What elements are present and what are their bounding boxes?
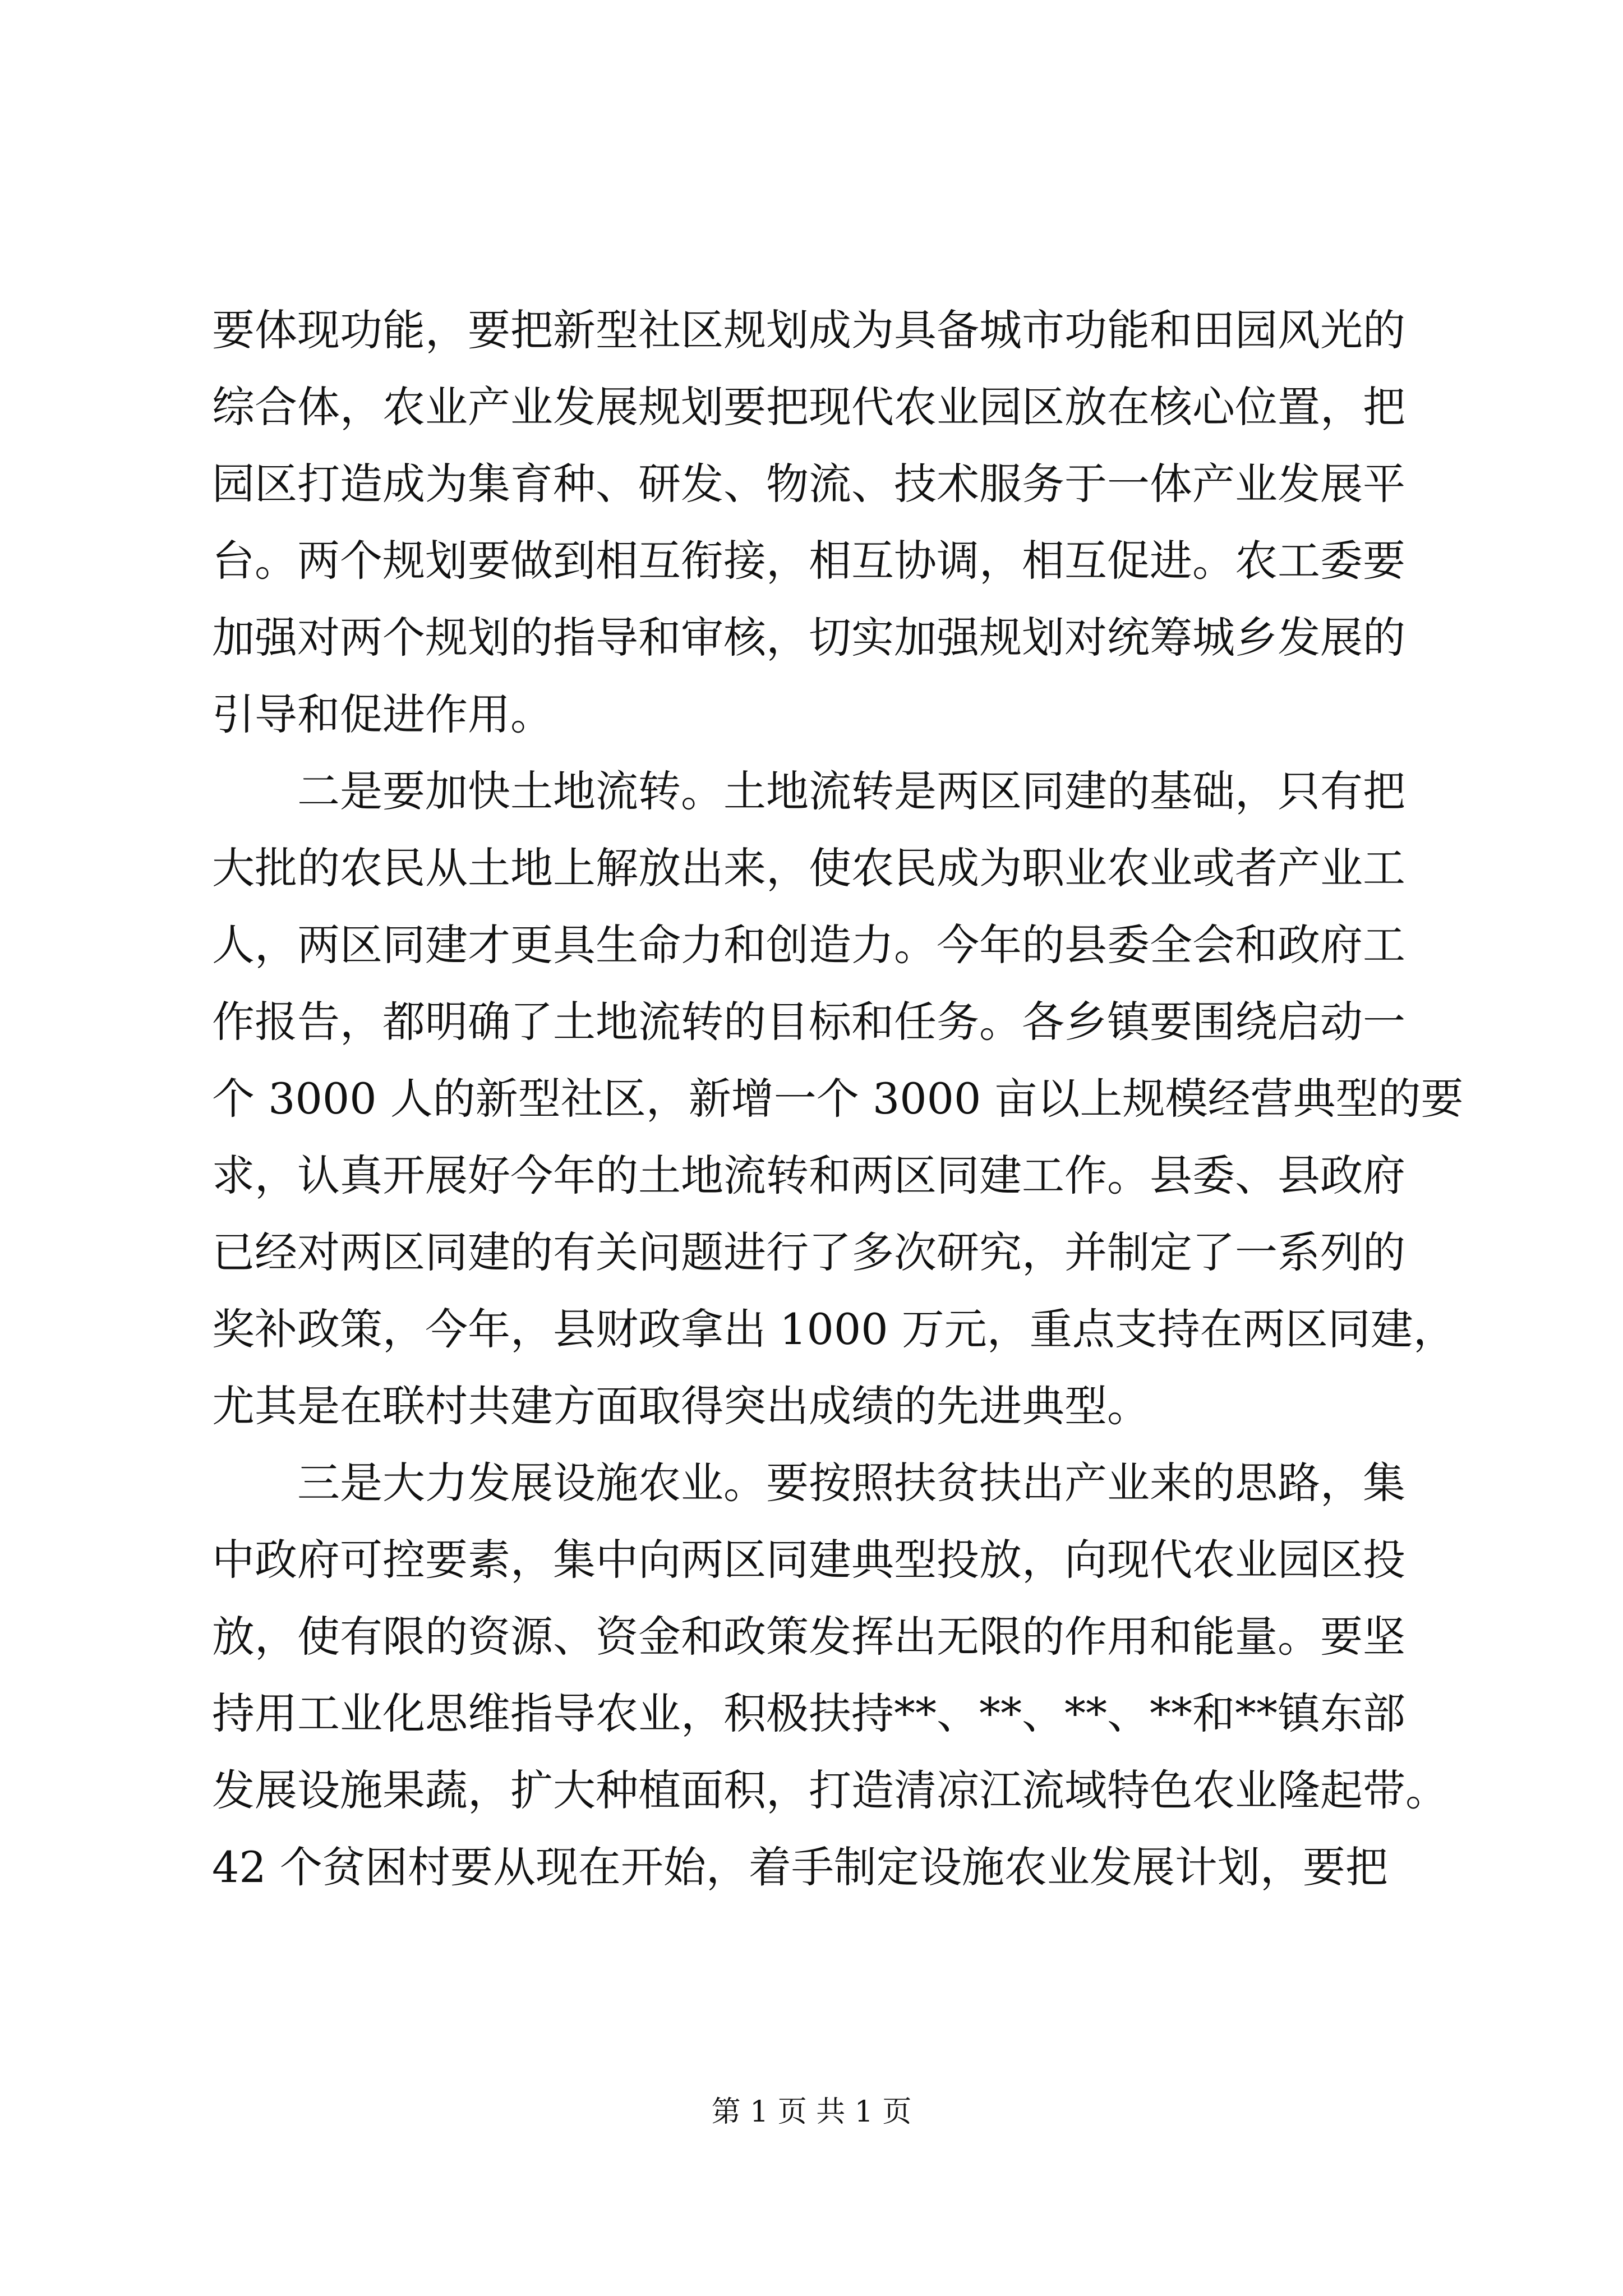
text-line: 要体现功能，要把新型社区规划成为具备城市功能和田园风光的 — [212, 305, 1405, 355]
text-line: 园区打造成为集育种、研发、物流、技术服务于一体产业发展平 — [212, 459, 1405, 509]
text-line: 发展设施果蔬，扩大种植面积，打造清凉江流域特色农业隆起带。 — [212, 1765, 1448, 1815]
text-line: 奖补政策，今年，县财政拿出 1000 万元，重点支持在两区同建， — [212, 1304, 1456, 1354]
paragraph — [212, 292, 1412, 753]
text-line: 持用工业化思维指导农业，积极扶持**、**、**、**和**镇东部 — [212, 1688, 1405, 1738]
text-line: 加强对两个规划的指导和审核，切实加强规划对统筹城乡发展的 — [212, 613, 1405, 662]
text-line: 尤其是在联村共建方面取得突出成绩的先进典型。 — [212, 1381, 1150, 1431]
page-footer — [0, 2092, 1623, 2132]
text-line: 放，使有限的资源、资金和政策发挥出无限的作用和能量。要坚 — [212, 1612, 1405, 1662]
text-line: 个 3000 人的新型社区，新增一个 3000 亩以上规模经营典型的要 — [212, 1074, 1464, 1124]
text-line: 人，两区同建才更具生命力和创造力。今年的县委全会和政府工 — [212, 920, 1405, 970]
text-line: 二是要加快土地流转。土地流转是两区同建的基础，只有把 — [297, 766, 1405, 816]
text-line: 作报告，都明确了土地流转的目标和任务。各乡镇要围绕启动一 — [212, 997, 1405, 1047]
text-line: 综合体，农业产业发展规划要把现代农业园区放在核心位置，把 — [212, 382, 1405, 432]
text-line: 大批的农民从土地上解放出来，使农民成为职业农业或者产业工 — [212, 843, 1405, 893]
paragraph — [212, 753, 1464, 1444]
text-line: 三是大力发展设施农业。要按照扶贫扶出产业来的思路，集 — [297, 1458, 1405, 1508]
page-number-label: 第 1 页 共 1 页 — [711, 2095, 912, 2129]
text-line: 引导和促进作用。 — [212, 689, 553, 739]
document-body — [212, 292, 1464, 1906]
text-line: 已经对两区同建的有关问题进行了多次研究，并制定了一系列的 — [212, 1227, 1405, 1277]
text-line: 台。两个规划要做到相互衔接，相互协调，相互促进。农工委要 — [212, 536, 1405, 586]
text-line: 42 个贫困村要从现在开始，着手制定设施农业发展计划，要把 — [212, 1842, 1388, 1892]
paragraph — [212, 1444, 1448, 1906]
text-line: 中政府可控要素，集中向两区同建典型投放，向现代农业园区投 — [212, 1535, 1405, 1585]
text-line: 求，认真开展好今年的土地流转和两区同建工作。县委、县政府 — [212, 1151, 1405, 1200]
